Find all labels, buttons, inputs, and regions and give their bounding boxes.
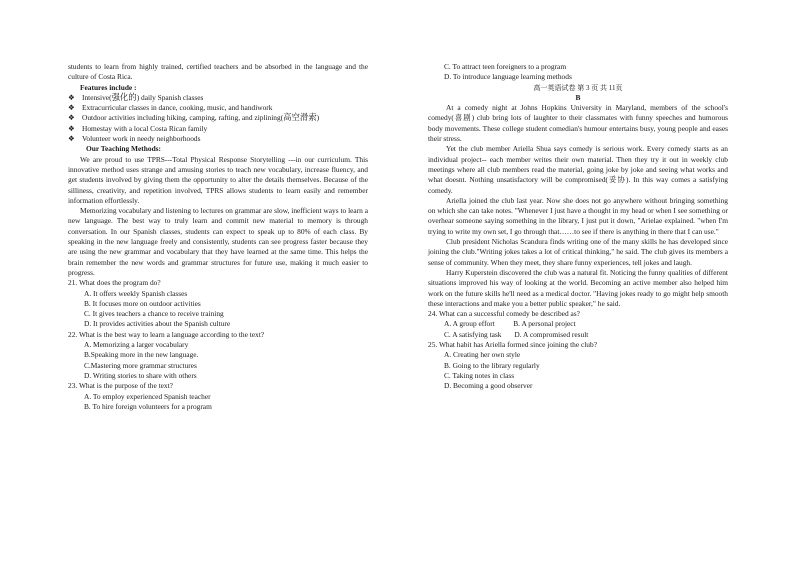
left-column — [68, 62, 368, 412]
option: D. Becoming a good observer — [444, 381, 533, 391]
option: D. It provides activities about the Spanish culture — [84, 319, 231, 329]
feature-item: ❖ Extracurricular classes in dance, cooking, music, and handiwork — [68, 103, 273, 113]
option: C.Mastering more grammar structures — [84, 360, 197, 370]
right-column — [428, 62, 728, 392]
option: C. It gives teachers a chance to receive training — [84, 309, 224, 319]
feature-item: ❖ Homestay with a local Costa Rican family — [68, 123, 208, 133]
question-22: 22. What is the best way to learn a language according to the text? — [68, 329, 265, 339]
option: A. It offers weekly Spanish classes — [84, 288, 188, 298]
diamond-bullet-icon: ❖ — [68, 123, 75, 133]
features-heading: Features include : — [80, 82, 137, 92]
option: B. To hire foreign volunteers for a program — [84, 401, 212, 411]
diamond-bullet-icon: ❖ — [68, 92, 75, 102]
option: C. Taking notes in class — [444, 370, 515, 380]
feature-item: ❖ Volunteer work in needy neighborhoods — [68, 134, 201, 144]
diamond-bullet-icon: ❖ — [68, 134, 75, 144]
intro-paragraph: students to learn from highly trained, certified teachers and be absorbed in the language and the culture of Costa Rica. — [68, 62, 368, 82]
question-23: 23. What is the purpose of the text? — [68, 381, 173, 391]
page-header: 高一英语试卷 第 3 页 共 11页 — [533, 83, 623, 92]
option: C. To attract teen foreigners to a program — [444, 62, 567, 71]
option-row: A. A group effort B. A personal project — [444, 319, 576, 329]
option: A. Memorizing a larger vocabulary — [84, 340, 189, 350]
option: B. It focuses more on outdoor activities — [84, 298, 201, 308]
option: B.Speaking more in the new language. — [84, 350, 199, 360]
methods-heading: Our Teaching Methods: — [86, 144, 162, 154]
option: A. To employ experienced Spanish teacher — [84, 391, 211, 401]
diamond-bullet-icon: ❖ — [68, 103, 75, 113]
diamond-bullet-icon: ❖ — [68, 113, 75, 123]
question-24: 24. What can a successful comedy be described as? — [428, 309, 580, 319]
methods-paragraph-1: We are proud to use TPRS---Total Physical Response Storytelling ---in our curriculum. This innovative method uses strange and amusing stories to teach new vocabulary, increase fluency, and get students involved by giving them the opportunity to alter the details themselves. Because of the silliness, creativity, and repetition involved, TPRS allows students to learn easily and remember information effortlessly. — [68, 154, 368, 205]
passage-paragraph-2: Yet the club member Ariella Shua says comedy is serious work. Every comedy starts as an individual project-- each member writes their own material. Then they try it out in weekly club meetings where all club members read the material, going joke by joke and seeing what works and what doesnt. Nothing unsatisfactory will be compromised(妥协). In this way comes a satisfying comedy. — [428, 144, 728, 195]
option: D. Writing stories to share with others — [84, 370, 197, 380]
feature-item: ❖ Outdoor activities including hiking, camping, rafting, and ziplining(高空滑索) — [68, 113, 320, 123]
passage-paragraph-5: Harry Kuperstein discovered the club was a natural fit. Noticing the funny qualities of different situations improved his way of looking at the world. Becoming an active member also helped him work on the future skills he'll need as a medical doctor. "Having jokes ready to go might help smooth these interactions and make you a better public speaker," he said. — [428, 267, 728, 308]
section-label: B — [575, 92, 581, 102]
question-25: 25. What habit has Ariella formed since joining the club? — [428, 340, 597, 350]
question-21: 21. What does the program do? — [68, 278, 161, 288]
passage-paragraph-4: Club president Nicholas Scandura finds writing one of the many skills he has developed since joining the club."Writing jokes takes a lot of critical thinking," he said. The club gives its members a sense of community. When they meet, they share funny experiences, tell jokes and laugh. — [428, 237, 728, 267]
feature-item: ❖ Intensive(强化的) daily Spanish classes — [68, 92, 204, 102]
methods-paragraph-2: Memorizing vocabulary and listening to lectures on grammar are slow, inefficient ways to learn a new language. The best way to truly learn and commit new material to memory is through conversation. In our Spanish classes, students can expect to speak up to 80% of each class. By speaking in the new language freely and consistently, students can see progress faster because they are using the new grammar and vocabulary that they have learned at the same time. This helps the brain remember the new words and grammar structures for future use, making it much easier to progress. — [68, 206, 368, 277]
option: D. To introduce language learning methods — [444, 72, 572, 82]
option-row: C. A satisfying task D. A compromised result — [444, 329, 589, 339]
passage-paragraph-3: Ariella joined the club last year. Now she does not go anywhere without bringing something on which she can take notes. "Whenever I just have a thought in my head or when I see something or overhear someone saying something in the library, I just put it down, "Arielae explained. "when I'm trying to write my own set, I go through that……to see if there is anything in there that I can use." — [428, 195, 728, 236]
option: B. Going to the library regularly — [444, 360, 540, 370]
option: A. Creating her own style — [444, 350, 521, 360]
passage-paragraph-1: At a comedy night at Johns Hopkins University in Maryland, members of the school's comedy(喜剧) club bring lots of laughter to their classmates with funny speeches and humorous body movements. These college student comedian's humour entertains busy, young people and eases their stress. — [428, 103, 728, 144]
